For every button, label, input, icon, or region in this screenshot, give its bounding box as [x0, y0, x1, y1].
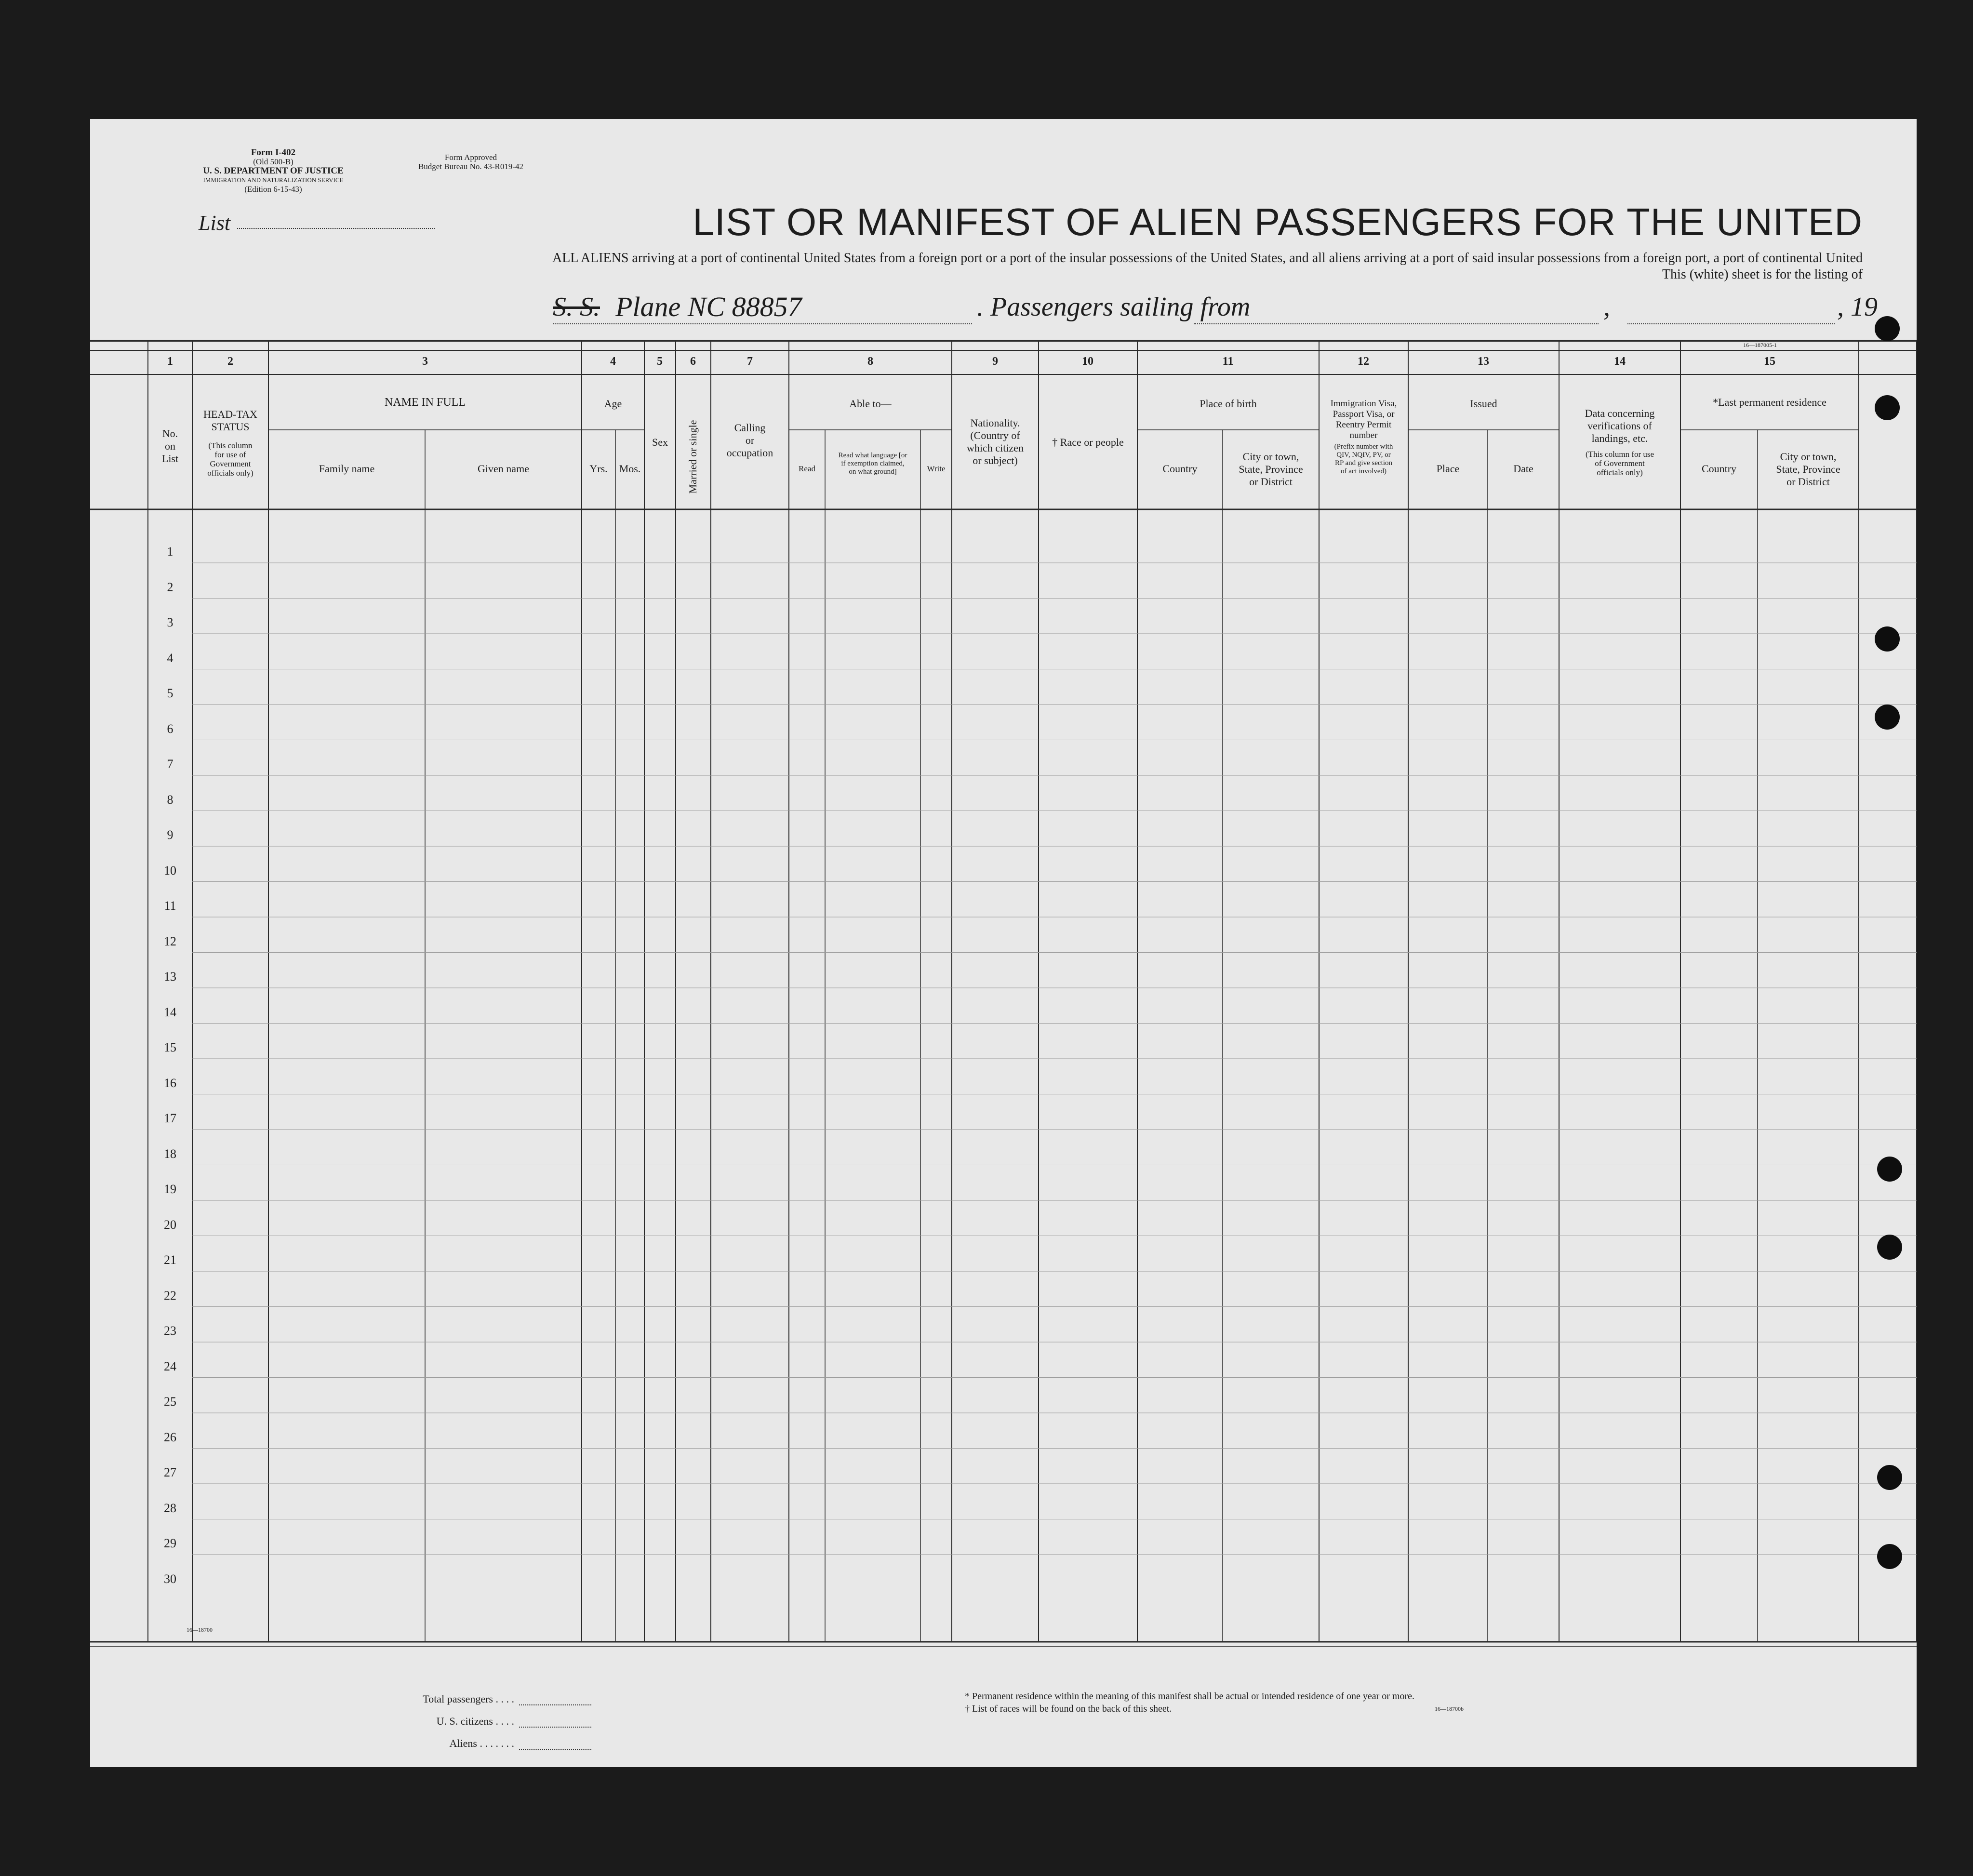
header-nationality-line: (Country of	[970, 429, 1020, 441]
header-calling-line: or	[745, 434, 755, 446]
row-number: 30	[164, 1571, 176, 1586]
form-dept: U. S. DEPARTMENT OF JUSTICE	[203, 166, 344, 176]
header-city-line: State, Province	[1239, 463, 1303, 475]
header-visa-note	[1319, 443, 1408, 476]
header-head-tax	[192, 408, 268, 433]
header-city-15-line: or District	[1786, 476, 1830, 488]
row-number: 3	[167, 615, 173, 629]
form-approved: Form Approved	[444, 153, 497, 162]
row-number: 21	[164, 1253, 176, 1267]
footnote-residence: * Permanent residence within the meaning of this manifest shall be actual or intended residence of one year or more.	[965, 1691, 1415, 1702]
manifest-sheet	[90, 119, 1917, 1767]
row-number: 14	[164, 1005, 176, 1019]
header-visa-line: number	[1349, 430, 1378, 440]
header-place: Place	[1436, 463, 1460, 475]
header-name-in-full: NAME IN FULL	[385, 396, 466, 409]
header-nationality-line: Nationality.	[970, 417, 1020, 429]
header-no-on-list-line: List	[161, 452, 179, 465]
row-number: 27	[164, 1465, 176, 1479]
row-number: 8	[167, 792, 173, 807]
row-number: 2	[167, 580, 173, 594]
row-number: 29	[164, 1536, 176, 1550]
print-code-top: 16—187005-1	[1743, 342, 1777, 348]
header-nationality	[952, 417, 1039, 467]
header-data-concerning-line: Data concerning	[1585, 407, 1655, 419]
header-data-concerning	[1559, 407, 1680, 445]
subtitle-2: This (white) sheet is for the listing of	[1662, 267, 1863, 282]
column-number: 3	[422, 355, 428, 368]
header-no-on-list-line: on	[165, 440, 175, 452]
aliens-label: Aliens . . . . . . .	[449, 1737, 514, 1749]
header-read-language	[825, 452, 920, 476]
header-write: Write	[927, 464, 946, 473]
binder-hole	[1877, 1235, 1902, 1260]
ship-name-handwritten: Plane NC 88857	[615, 291, 802, 322]
column-number: 1	[167, 355, 173, 368]
header-read: Read	[799, 464, 815, 473]
header-head-tax-note	[192, 441, 268, 478]
form-number: Form I-402	[251, 147, 296, 158]
header-nationality-line: or subject)	[973, 454, 1018, 466]
aliens-field[interactable]	[519, 1749, 591, 1750]
column-number: 9	[992, 355, 998, 368]
us-citizens-field[interactable]	[519, 1727, 591, 1728]
row-number: 23	[164, 1324, 176, 1338]
sailing-from-label: . Passengers sailing from	[977, 292, 1251, 322]
column-number: 2	[227, 355, 233, 368]
column-number: 4	[610, 355, 616, 368]
row-number: 4	[167, 651, 173, 665]
header-given-name: Given name	[478, 463, 529, 475]
header-data-note-line: (This column for use	[1585, 450, 1654, 459]
header-head-tax-line: STATUS	[211, 421, 250, 433]
header-city-15-line: State, Province	[1776, 463, 1840, 475]
header-race: † Race or people	[1052, 436, 1124, 448]
header-sex: Sex	[652, 436, 668, 448]
column-number: 12	[1358, 355, 1369, 368]
header-able-to: Able to—	[849, 398, 892, 410]
subtitle-1: ALL ALIENS arriving at a port of continental United States from a foreign port or a port of the insular possessions of the United States, and all aliens arriving at a port of said insular possessions from a foreign port, a port of continental United	[552, 251, 1863, 266]
binder-hole	[1875, 395, 1900, 420]
header-data-note-line: officials only)	[1597, 468, 1643, 477]
row-number: 22	[164, 1288, 176, 1303]
column-number: 8	[867, 355, 873, 368]
footnote-races: † List of races will be found on the back of this sheet.	[965, 1703, 1172, 1714]
sailing-comma: ,	[1603, 292, 1610, 322]
row-number: 13	[164, 970, 176, 984]
us-citizens-label: U. S. citizens . . . .	[436, 1715, 514, 1727]
header-data-note	[1559, 450, 1680, 477]
print-code-bottom-right: 16—18700b	[1435, 1705, 1464, 1712]
header-mos: Mos.	[619, 463, 641, 475]
header-calling-line: Calling	[734, 422, 766, 434]
sailing-year: , 19	[1837, 292, 1878, 322]
row-number: 26	[164, 1430, 176, 1444]
header-visa-line: Passport Visa, or	[1333, 409, 1395, 419]
row-number: 15	[164, 1040, 176, 1054]
column-number: 5	[657, 355, 663, 368]
header-data-note-line: of Government	[1595, 459, 1645, 468]
header-visa-line: Reentry Permit	[1335, 420, 1392, 430]
header-visa-note-line: of act involved)	[1341, 467, 1386, 475]
row-number: 17	[164, 1111, 176, 1125]
header-calling	[711, 422, 789, 459]
header-nationality-line: which citizen	[967, 442, 1024, 454]
header-city	[1223, 451, 1319, 488]
column-number: 11	[1222, 355, 1234, 368]
column-number: 13	[1478, 355, 1489, 368]
header-city-line: or District	[1249, 476, 1293, 488]
row-number: 10	[164, 863, 176, 878]
row-number: 19	[164, 1182, 176, 1196]
column-number: 6	[690, 355, 696, 368]
column-number: 14	[1614, 355, 1626, 368]
row-number: 28	[164, 1501, 176, 1515]
binder-hole	[1875, 705, 1900, 730]
header-visa-note-line: (Prefix number with	[1334, 443, 1393, 451]
header-yrs: Yrs.	[589, 463, 608, 475]
total-passengers-label: Total passengers . . . .	[423, 1693, 514, 1705]
form-old: (Old 500-B)	[253, 157, 293, 166]
header-family-name: Family name	[319, 463, 375, 475]
column-number: 7	[747, 355, 753, 368]
row-number: 25	[164, 1395, 176, 1409]
header-head-tax-line: HEAD-TAX	[203, 408, 257, 420]
header-head-tax-note-line: officials only)	[207, 468, 253, 478]
header-data-concerning-line: verifications of	[1587, 420, 1652, 432]
form-edition: (Edition 6-15-43)	[244, 185, 302, 194]
header-age: Age	[604, 398, 622, 410]
header-visa	[1319, 399, 1408, 441]
header-date: Date	[1513, 463, 1533, 475]
column-number: 15	[1764, 355, 1775, 368]
binder-hole	[1877, 1157, 1902, 1182]
header-country-15: Country	[1701, 463, 1737, 475]
header-visa-note-line: QIV, NQIV, PV, or	[1336, 451, 1391, 459]
header-place-of-birth: Place of birth	[1200, 398, 1257, 410]
binder-hole	[1875, 316, 1900, 341]
binder-hole	[1877, 1544, 1902, 1569]
list-label: List	[199, 211, 231, 235]
header-head-tax-note-line: (This column	[208, 441, 253, 450]
row-number: 11	[164, 899, 176, 913]
row-number: 12	[164, 934, 176, 948]
print-code-bottom-left: 16—18700	[187, 1626, 213, 1633]
header-calling-line: occupation	[726, 447, 773, 459]
header-last-residence: *Last permanent residence	[1713, 396, 1826, 408]
header-city-line: City or town,	[1242, 451, 1299, 463]
row-number: 5	[167, 686, 173, 700]
header-no-on-list	[148, 427, 192, 465]
row-number: 18	[164, 1146, 176, 1161]
row-number: 6	[167, 721, 173, 736]
header-visa-note-line: RP and give section	[1334, 459, 1392, 467]
header-no-on-list-line: No.	[162, 427, 178, 439]
header-data-concerning-line: landings, etc.	[1591, 432, 1648, 444]
binder-hole	[1877, 1465, 1902, 1490]
header-head-tax-note-line: Government	[210, 459, 251, 468]
row-number: 16	[164, 1076, 176, 1090]
header-head-tax-note-line: for use of	[214, 450, 246, 459]
header-read-language-line: if exemption claimed,	[841, 460, 905, 467]
header-married-single: Married or single	[687, 420, 699, 494]
header-read-language-line: Read what language [or	[838, 452, 907, 459]
page-title: LIST OR MANIFEST OF ALIEN PASSENGERS FOR THE UNITED	[693, 200, 1863, 243]
header-issued: Issued	[1470, 398, 1497, 410]
row-number: 7	[167, 757, 173, 771]
header-read-language-line: on what ground]	[849, 468, 897, 476]
form-budget: Budget Bureau No. 43-R019-42	[418, 162, 524, 171]
header-city-15	[1758, 451, 1859, 488]
form-service: IMMIGRATION AND NATURALIZATION SERVICE	[203, 176, 344, 184]
row-number: 9	[167, 828, 173, 842]
header-city-15-line: City or town,	[1780, 451, 1837, 463]
row-number: 20	[164, 1217, 176, 1232]
header-country: Country	[1162, 463, 1198, 475]
column-number: 10	[1082, 355, 1093, 368]
total-passengers-field[interactable]	[519, 1704, 591, 1705]
binder-hole	[1875, 626, 1900, 652]
row-number: 24	[164, 1359, 176, 1373]
ship-prefix: S. S.	[553, 292, 600, 322]
header-visa-line: Immigration Visa,	[1330, 399, 1397, 409]
row-number: 1	[167, 545, 173, 559]
